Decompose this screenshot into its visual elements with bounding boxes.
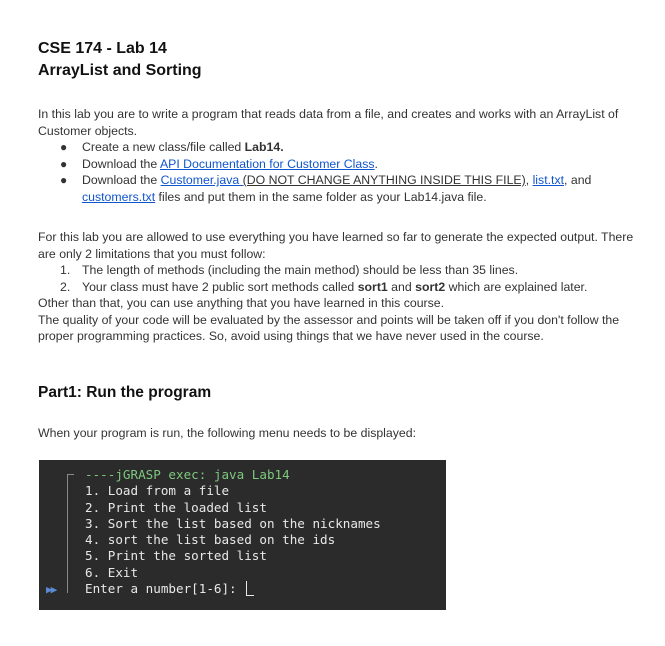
menu-option: 2. Print the loaded list xyxy=(85,499,267,515)
bullet-text: files and put them in the same folder as your Lab14.java file. xyxy=(155,189,487,204)
rules-text: For this lab you are allowed to use everything you have learned so far to generate the expected output. There are only 2 limitations that you must follow: xyxy=(38,230,634,261)
bullet-text: . xyxy=(374,156,378,171)
item-number: 1. xyxy=(60,263,71,277)
menu-option: 1. Load from a file xyxy=(85,483,230,499)
list-item xyxy=(38,262,648,279)
lab-subtitle: ArrayList and Sorting xyxy=(38,62,202,79)
item-text: which are explained later. xyxy=(445,279,588,294)
course-title: CSE 174 - Lab 14 xyxy=(38,40,167,57)
terminal-lines xyxy=(85,467,381,597)
item-text: The length of methods (including the main method) should be less than 35 lines. xyxy=(82,263,519,277)
item-text: Your class must have 2 public sort methods called xyxy=(82,279,358,294)
bullet-text: , and xyxy=(564,173,592,187)
rules-section xyxy=(38,229,648,345)
bullet-icon: ● xyxy=(60,173,68,187)
bullet-icon: ● xyxy=(60,156,68,171)
menu-option: 5. Print the sorted list xyxy=(85,548,267,564)
list-item xyxy=(38,156,648,173)
limitations-list xyxy=(38,262,648,295)
customer-java-link[interactable]: Customer.java xyxy=(160,173,243,187)
warning-text: (DO NOT CHANGE ANYTHING INSIDE THIS FILE) xyxy=(242,173,526,187)
bullet-text: Download the xyxy=(82,173,161,187)
class-name: Lab14. xyxy=(244,140,284,154)
intro-text: In this lab you are to write a program that reads data from a file, and creates and works with an ArrayList of Customer objects. xyxy=(38,107,619,138)
bullet-text: Create a new class/file called xyxy=(82,140,245,154)
menu-option: 3. Sort the list based on the nicknames xyxy=(85,515,381,531)
run-arrow-icon: ▶▶ xyxy=(46,583,56,596)
method-name: sort2 xyxy=(415,279,446,294)
menu-option: 4. sort the list based on the ids xyxy=(85,532,336,548)
list-item xyxy=(38,139,648,156)
cursor-icon xyxy=(246,581,254,596)
method-name: sort1 xyxy=(357,279,388,294)
list-item xyxy=(38,172,648,205)
bullet-icon: ● xyxy=(60,140,68,154)
prompt-line[interactable] xyxy=(85,581,381,597)
rules-text: The quality of your code will be evaluated by the assessor and points will be taken off if you don't follow the proper programming practices. So, avoid using things that we have never used in the course. xyxy=(38,312,620,343)
section-heading: Part1: Run the program xyxy=(38,384,212,401)
bullet-text: Download the xyxy=(82,156,160,171)
bullet-text: , xyxy=(525,173,533,187)
page-title xyxy=(38,38,202,82)
prompt-text: Enter a number[1-6]: xyxy=(85,581,245,597)
rules-text: Other than that, you can use anything that you have learned in this course. xyxy=(38,296,445,310)
list-txt-link[interactable]: list.txt xyxy=(532,173,565,187)
instruction-list xyxy=(38,139,648,205)
exec-line: ----jGRASP exec: java Lab14 xyxy=(85,467,290,482)
output-bracket xyxy=(67,474,74,593)
terminal-output xyxy=(39,460,446,610)
list-item xyxy=(38,279,648,296)
intro-section xyxy=(38,106,648,205)
item-number: 2. xyxy=(60,279,71,294)
api-doc-link[interactable]: API Documentation for Customer Class xyxy=(159,156,375,171)
customers-txt-link[interactable]: customers.txt xyxy=(82,189,156,204)
menu-option: 6. Exit xyxy=(85,564,139,580)
part1-intro: When your program is run, the following menu needs to be displayed: xyxy=(38,426,416,440)
item-text: and xyxy=(387,279,416,294)
